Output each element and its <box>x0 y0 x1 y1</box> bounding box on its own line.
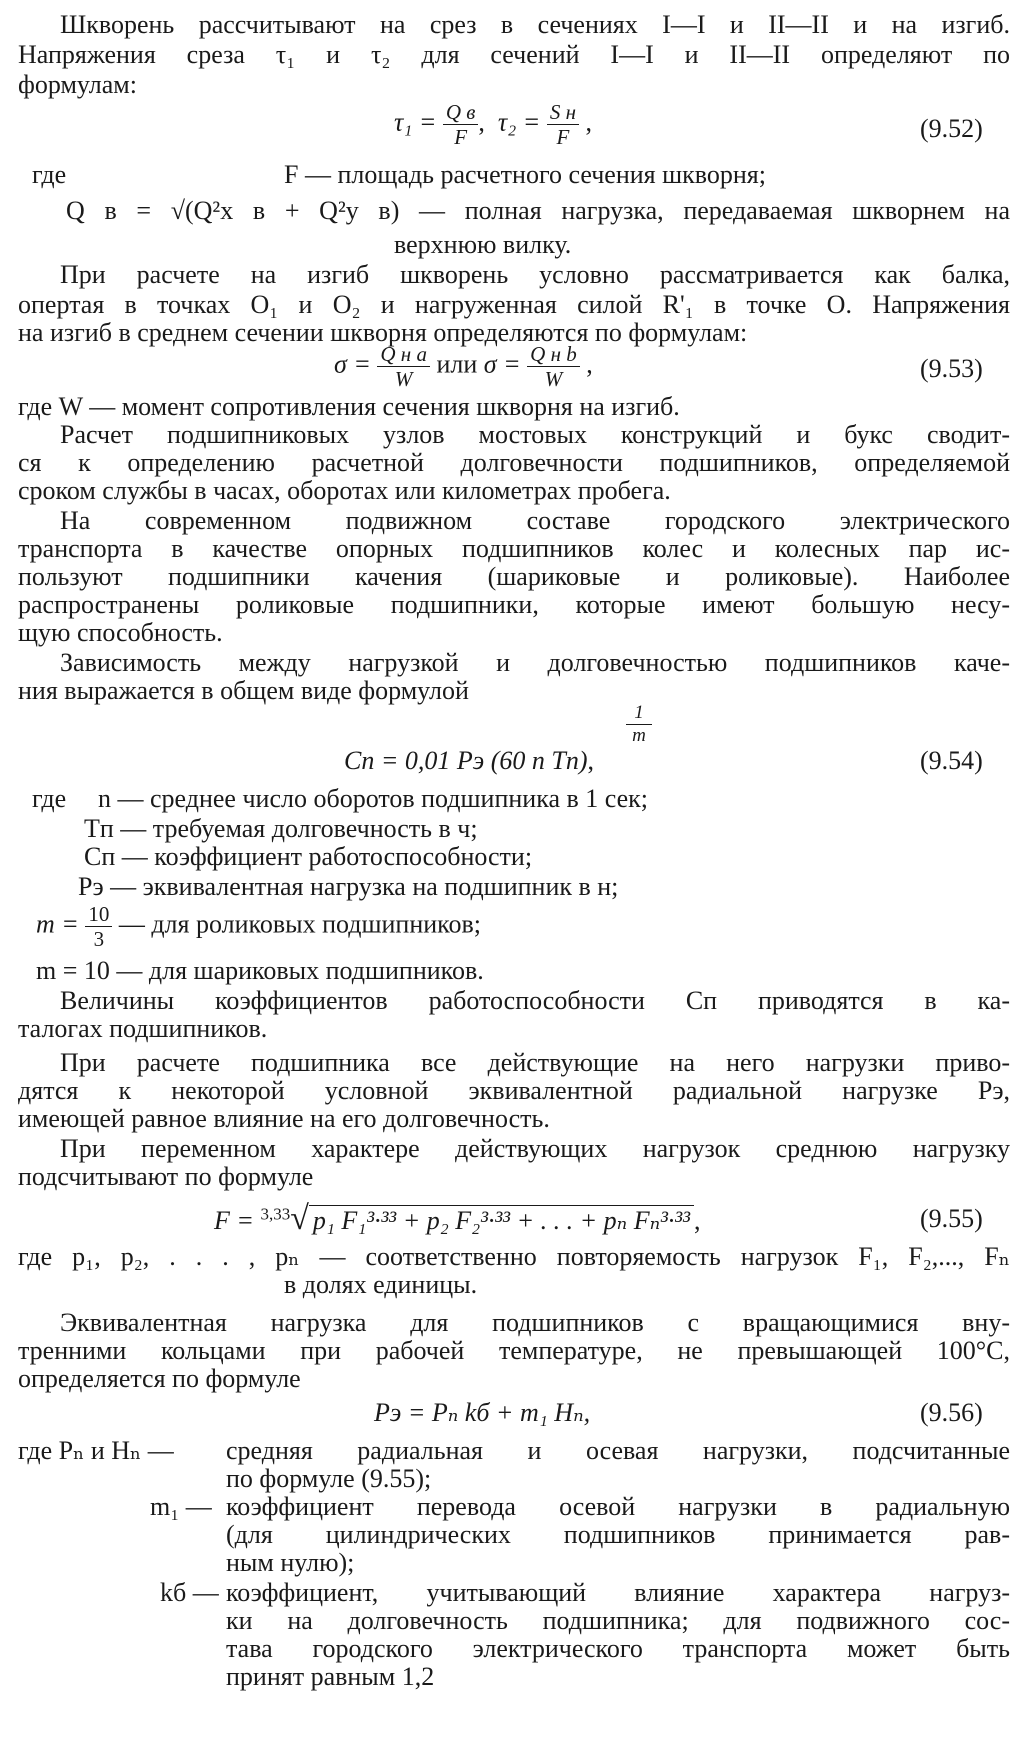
text-line: где W — момент сопротивления сечения шкворня на изгиб. <box>18 392 680 421</box>
text-line: Напряжения среза τ₁ и τ₂ для сечений I—I и II—II определяют по <box>18 40 1010 69</box>
formula-m-roller <box>36 902 481 951</box>
numerator: Q н b <box>527 342 580 367</box>
text-line: m₁ — <box>150 1492 212 1521</box>
radical-sign: √ <box>290 1200 309 1237</box>
text-line: верхнюю вилку. <box>394 230 572 259</box>
text-line: сроком службы в часах, оборотах или километрах пробега. <box>18 476 671 505</box>
text-line: ся к определению расчетной долговечности подшипников, определяемой <box>18 448 1010 477</box>
formula-part: Cп = 0,01 Pэ (60 n Tп) <box>344 746 588 775</box>
text-line: дятся к некоторой условной эквивалентной радиальной нагрузке Pэ, <box>18 1076 1010 1105</box>
text-line: коэффициент, учитывающий влияние характера нагруз- <box>226 1578 1010 1607</box>
text-line: тава городского электрического транспорта может быть <box>226 1634 1010 1663</box>
denominator: W <box>394 367 413 391</box>
fraction <box>547 100 579 149</box>
text-line: kб — <box>160 1578 219 1607</box>
text-line: ным нулю); <box>226 1548 355 1577</box>
formula-part: , <box>587 746 595 775</box>
denominator: F <box>556 125 570 149</box>
formula-part: или <box>436 349 478 379</box>
text-line: щую способность. <box>18 618 223 647</box>
text-line: где p₁, p₂, . . . , pₙ — соответственно повторяемость нагрузок F₁, F₂,..., Fₙ <box>18 1242 1010 1271</box>
text-line: на изгиб в среднем сечении шкворня определяются по формулам: <box>18 318 748 347</box>
text-line: талогах подшипников. <box>18 1014 268 1043</box>
formula-part: τ₂ = <box>497 107 541 137</box>
text-line: Cп — коэффициент работоспособности; <box>84 842 533 871</box>
text-line: по формуле (9.55); <box>226 1464 432 1493</box>
text-line: где Pₙ и Hₙ — <box>18 1436 174 1465</box>
formula-part: m = <box>36 909 79 939</box>
formula-9-53 <box>334 342 593 391</box>
formula-part: F = <box>214 1206 254 1235</box>
text-line: Q в = √(Q²x в + Q²y в) — полная нагрузка, передаваемая шкворнем на <box>66 196 1010 225</box>
text-line: подсчитывают по формуле <box>18 1162 314 1191</box>
formula-part: Pэ = Pₙ kб + m₁ Hₙ, <box>374 1398 591 1427</box>
numerator: Q н a <box>377 342 430 367</box>
text-line: где <box>32 160 67 189</box>
root-index: 3,33 <box>260 1204 291 1224</box>
text-line: Pэ — эквивалентная нагрузка на подшипник в н; <box>78 872 619 901</box>
formula-part: σ = <box>483 349 521 379</box>
text-line: Шкворень рассчитывают на срез в сечениях I—I и II—II и на изгиб. <box>60 10 1010 39</box>
equation-number: (9.54) <box>920 746 983 775</box>
text-line: На современном подвижном составе городского электрического <box>60 506 1010 535</box>
formula-part: , <box>694 1206 701 1235</box>
text-line: При расчете подшипника все действующие на него нагрузки приво- <box>60 1048 1010 1077</box>
text-line: опертая в точках O₁ и O₂ и нагруженная силой R'₁ в точке O. Напряжения <box>18 290 1010 319</box>
numerator: S н <box>547 100 579 125</box>
fraction <box>527 342 580 391</box>
text-line: При расчете на изгиб шкворень условно рассматривается как балка, <box>60 260 1010 289</box>
text-line: в долях единицы. <box>284 1270 478 1299</box>
text-line: имеющей равное влияние на его долговечность. <box>18 1104 550 1133</box>
formula-part: σ = <box>334 349 371 379</box>
text-line: средняя радиальная и осевая нагрузки, подсчитанные <box>226 1436 1010 1465</box>
text-line: F — площадь расчетного сечения шкворня; <box>284 160 766 189</box>
text-line: тренними кольцами при рабочей температуре, не превышающей 100°С, <box>18 1336 1010 1365</box>
numerator: 10 <box>85 902 112 927</box>
numerator: 1 <box>626 702 652 725</box>
denominator: F <box>454 125 468 149</box>
text-line: принят равным 1,2 <box>226 1662 435 1691</box>
text-line: Расчет подшипниковых узлов мостовых конструкций и букс сводит- <box>60 420 1010 449</box>
text-line: Зависимость между нагрузкой и долговечностью подшипников каче- <box>60 648 1010 677</box>
fraction <box>85 902 112 951</box>
text-line: Величины коэффициентов работоспособности Cп приводятся в ка- <box>60 986 1010 1015</box>
text-line: коэффициент перевода осевой нагрузки в радиальную <box>226 1492 1010 1521</box>
numerator: Q в <box>443 100 479 125</box>
formula-part: , <box>586 349 593 379</box>
text-line: пользуют подшипники качения (шариковые и роликовые). Наиболее <box>18 562 1010 591</box>
text-line: транспорта в качестве опорных подшипников колес и колесных пар ис- <box>18 534 1010 563</box>
text-line: ния выражается в общем виде формулой <box>18 676 469 705</box>
text-line: n — среднее число оборотов подшипника в 1 сек; <box>98 784 649 813</box>
formula-9-52 <box>394 100 592 149</box>
formula-9-55 <box>214 1200 701 1238</box>
equation-number: (9.52) <box>920 114 983 143</box>
formula-9-54 <box>344 746 594 776</box>
text-line: где <box>32 784 67 813</box>
exponent-fraction <box>626 702 652 747</box>
text-line: При переменном характере действующих нагрузок среднюю нагрузку <box>60 1134 1010 1163</box>
denominator: m <box>632 725 646 746</box>
text-line: ки на долговечность подшипника; для подвижного сос- <box>226 1606 1010 1635</box>
text-line: Tп — требуемая долговечность в ч; <box>84 814 478 843</box>
text-line: Эквивалентная нагрузка для подшипников с вращающимися вну- <box>60 1308 1010 1337</box>
book-page <box>14 8 1014 1730</box>
formula-9-56 <box>374 1398 590 1428</box>
text-line: (для цилиндрических подшипников принимается рав- <box>226 1520 1010 1549</box>
equation-number: (9.56) <box>920 1398 983 1427</box>
formula-part: , <box>478 107 485 137</box>
fraction <box>443 100 479 149</box>
fraction <box>377 342 430 391</box>
formula-part: p₁ F₁³·³³ + p₂ F₂³·³³ + . . . + pₙ Fₙ³·³³ <box>309 1205 694 1236</box>
formula-part: — для роликовых подшипников; <box>118 909 481 939</box>
equation-number: (9.55) <box>920 1204 983 1233</box>
text-line: формулам: <box>18 70 137 99</box>
denominator: W <box>544 367 563 391</box>
text-line: m = 10 — для шариковых подшипников. <box>36 956 484 985</box>
text-line: распространены роликовые подшипники, которые имеют большую несу- <box>18 590 1010 619</box>
formula-part: τ₁ = <box>394 107 437 137</box>
equation-number: (9.53) <box>920 354 983 383</box>
text-line: определяется по формуле <box>18 1364 301 1393</box>
formula-part: , <box>585 107 592 137</box>
denominator: 3 <box>93 927 105 951</box>
